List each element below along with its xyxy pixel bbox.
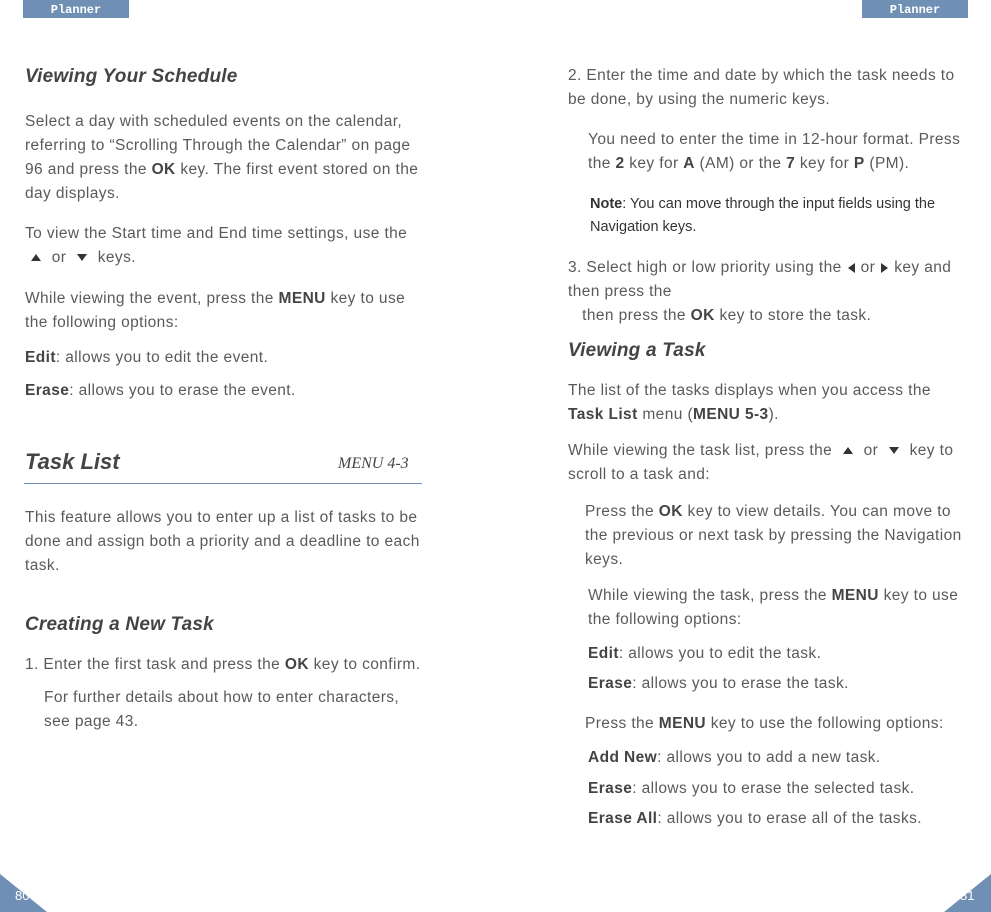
vt-option-add-new: Add New: allows you to add a new task. [588, 749, 881, 766]
page-number-right: 81 [960, 888, 975, 903]
section-title-viewing-task: Viewing a Task [568, 340, 706, 361]
vs-paragraph-2: To view the Start time and End time settings, use the or keys. [25, 225, 408, 266]
vt-paragraph-4: While viewing the task, press the MENU key to use the following options: [588, 587, 959, 628]
page-number-left: 80 [15, 888, 30, 903]
vs-option-edit: Edit: allows you to edit the event. [25, 349, 269, 366]
step-2: 2. Enter the time and date by which the task needs to be done, by using the numeric keys. [568, 67, 955, 108]
vt-paragraph-1: The list of the tasks displays when you access the Task List menu (MENU 5-3). [568, 382, 931, 423]
vt-paragraph-2: While viewing the task list, press the or key to scroll to a task and: [568, 442, 954, 483]
section-title-viewing-schedule: Viewing Your Schedule [25, 66, 238, 87]
section-title-creating-task: Creating a New Task [25, 614, 214, 635]
vt-option-edit: Edit: allows you to edit the task. [588, 645, 822, 662]
vs-option-erase: Erase: allows you to erase the event. [25, 382, 296, 399]
header-tab-left: Planner [23, 0, 129, 18]
vt-option-erase-all: Erase All: allows you to erase all of the tasks. [588, 810, 922, 827]
vs-paragraph-3: While viewing the event, press the MENU key to use the following options: [25, 290, 406, 331]
vt-paragraph-3: Press the OK key to view details. You can move to the previous or next task by pressing the Navigation keys. [585, 503, 962, 568]
vt-option-erase: Erase: allows you to erase the task. [588, 675, 849, 692]
note-navigation: Note: You can move through the input fields using the Navigation keys. [590, 196, 936, 235]
step-1-detail: For further details about how to enter characters, see page 43. [44, 689, 400, 730]
down-arrow-icon [77, 254, 87, 261]
step-3: 3. Select high or low priority using the or key and then press the then press the OK key to store the task. [568, 259, 952, 324]
up-arrow-icon [843, 447, 853, 454]
down-arrow-icon [889, 447, 899, 454]
header-tab-right: Planner [862, 0, 968, 18]
section-title-task-list: Task List [25, 449, 120, 474]
task-list-menu-ref: MENU 4-3 [338, 455, 409, 472]
step-1: 1. Enter the first task and press the OK key to confirm. [25, 656, 421, 673]
section-divider [24, 483, 422, 484]
vs-paragraph-1: Select a day with scheduled events on the calendar, referring to “Scrolling Through the Calendar” on page 96 and press the OK key. The first event stored on the day displays. [25, 113, 419, 202]
task-list-intro: This feature allows you to enter up a list of tasks to be done and assign both a priority and a deadline to each task. [25, 509, 420, 574]
right-arrow-icon [881, 263, 888, 273]
step-2-detail: You need to enter the time in 12-hour format. Press the 2 key for A (AM) or the 7 key for P (PM). [588, 131, 961, 172]
vt-paragraph-5: Press the MENU key to use the following options: [585, 715, 944, 732]
up-arrow-icon [31, 254, 41, 261]
left-arrow-icon [848, 263, 855, 273]
vt-option-erase-selected: Erase: allows you to erase the selected task. [588, 780, 915, 797]
